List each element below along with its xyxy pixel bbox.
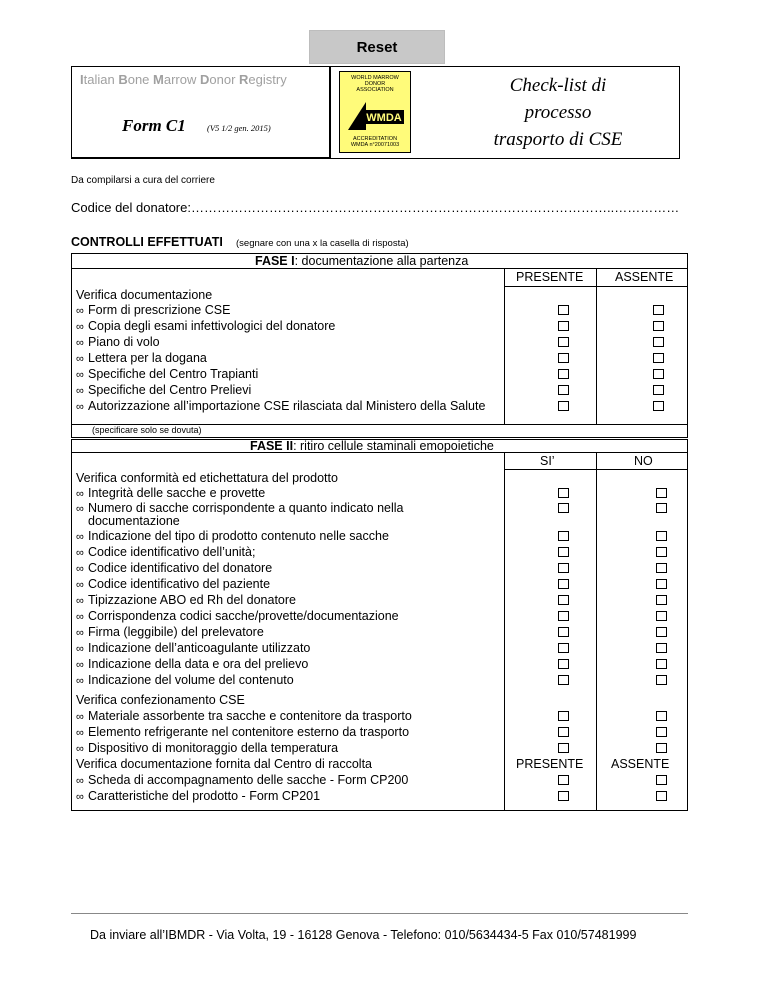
- phase2-pack-item-text: Elemento refrigerante nel contenitore esterno da trasporto: [88, 725, 410, 739]
- phase1-item-text: Copia degli esami infettivologici del donatore: [88, 319, 336, 333]
- phase2-doc-item-text: Caratteristiche del prodotto - Form CP201: [88, 789, 321, 803]
- phase2-item-text: Indicazione dell’anticoagulante utilizzato: [88, 641, 311, 655]
- wmda-logo: [339, 71, 411, 153]
- phase1-item-checkbox-no[interactable]: [653, 337, 664, 347]
- registry-initial: D: [200, 72, 210, 87]
- phase1-col-divider: [596, 268, 597, 424]
- phase2-item-label: [76, 656, 308, 673]
- phase2-group2-label: Verifica confezionamento CSE: [76, 693, 245, 707]
- infinity-bullet-icon: ∞: [76, 337, 84, 349]
- controls-hint: (segnare con una x la casella di risposta): [236, 238, 409, 249]
- phase2-item-continuation: documentazione: [88, 514, 180, 528]
- logo-bottom-line: ACCREDITATION: [352, 136, 398, 142]
- phase1-item-checkbox-yes[interactable]: [558, 353, 569, 363]
- phase2-item-checkbox-yes[interactable]: [558, 563, 569, 573]
- phase1-item-label: [76, 398, 485, 415]
- phase2-item-checkbox-yes[interactable]: [558, 611, 569, 621]
- title-line: processo: [524, 102, 592, 123]
- phase2-doc-item-label: [76, 772, 408, 789]
- phase2-item-label: [76, 672, 294, 689]
- phase2-item-checkbox-yes[interactable]: [558, 627, 569, 637]
- phase2-item-checkbox-yes[interactable]: [558, 503, 569, 513]
- phase2-item-text: Integrità delle sacche e provette: [88, 486, 266, 500]
- phase2-item-label: [76, 576, 270, 593]
- phase2-group1-label: Verifica conformità ed etichettatura del prodotto: [76, 471, 338, 485]
- phase1-item-label: [76, 382, 251, 399]
- phase2-pack-item-checkbox-no[interactable]: [656, 727, 667, 737]
- courier-note: Da compilarsi a cura del corriere: [71, 175, 215, 186]
- phase1-item-text: Specifiche del Centro Trapianti: [88, 367, 259, 381]
- infinity-bullet-icon: ∞: [76, 659, 84, 671]
- phase2-item-label: [76, 608, 399, 625]
- infinity-bullet-icon: ∞: [76, 627, 84, 639]
- infinity-bullet-icon: ∞: [76, 775, 84, 787]
- phase2-title-rest: : ritiro cellule staminali emopoietiche: [293, 439, 494, 453]
- phase1-item-text: Autorizzazione all’importazione CSE rilasciata dal Ministero della Salute: [88, 399, 486, 413]
- phase2-doc-item-checkbox-yes[interactable]: [558, 791, 569, 801]
- logo-bottom-line: WMDA n°20071003: [350, 142, 400, 148]
- document-title: [478, 72, 638, 153]
- infinity-bullet-icon: ∞: [76, 321, 84, 333]
- registry-word-rest: onor: [209, 72, 240, 87]
- footer-address: Da inviare all’IBMDR - Via Volta, 19 - 16128 Genova - Telefono: 010/5634434-5 Fax 010/57481999: [90, 928, 637, 942]
- phase1-item-checkbox-no[interactable]: [653, 321, 664, 331]
- phase2-pack-item-checkbox-yes[interactable]: [558, 743, 569, 753]
- phase1-title-bold: FASE I: [255, 254, 295, 268]
- registry-initial: B: [118, 72, 128, 87]
- phase2-item-checkbox-yes[interactable]: [558, 531, 569, 541]
- phase1-item-label: [76, 350, 207, 367]
- infinity-bullet-icon: ∞: [76, 563, 84, 575]
- phase1-col-yes: PRESENTE: [516, 270, 584, 284]
- phase1-title-rest: : documentazione alla partenza: [294, 254, 469, 268]
- phase1-item-checkbox-no[interactable]: [653, 305, 664, 315]
- logo-top-line: WORLD MARROW: [351, 75, 399, 81]
- infinity-bullet-icon: ∞: [76, 595, 84, 607]
- phase2-item-checkbox-no[interactable]: [656, 563, 667, 573]
- phase2-group3-col-yes: PRESENTE: [516, 757, 584, 771]
- phase2-item-checkbox-yes[interactable]: [558, 579, 569, 589]
- infinity-bullet-icon: ∞: [76, 675, 84, 687]
- phase2-item-label: [76, 560, 272, 577]
- phase1-col-divider: [504, 268, 505, 424]
- phase2-item-text: Corrispondenza codici sacche/provette/documentazione: [88, 609, 399, 623]
- phase2-item-label: [76, 624, 264, 641]
- registry-name: [80, 72, 330, 87]
- phase2-doc-item-label: [76, 788, 320, 805]
- phase1-item-text: Specifiche del Centro Prelievi: [88, 383, 252, 397]
- phase1-item-checkbox-no[interactable]: [653, 353, 664, 363]
- phase2-item-checkbox-no[interactable]: [656, 675, 667, 685]
- registry-initial: M: [153, 72, 164, 87]
- phase2-item-checkbox-no[interactable]: [656, 547, 667, 557]
- infinity-bullet-icon: ∞: [76, 643, 84, 655]
- phase1-title: [255, 254, 468, 268]
- phase2-item-checkbox-yes[interactable]: [558, 659, 569, 669]
- infinity-bullet-icon: ∞: [76, 791, 84, 803]
- phase1-col-header-divider: [504, 286, 688, 287]
- phase2-pack-item-checkbox-yes[interactable]: [558, 727, 569, 737]
- phase2-title: [250, 439, 494, 453]
- infinity-bullet-icon: ∞: [76, 305, 84, 317]
- phase1-item-label: [76, 366, 258, 383]
- infinity-bullet-icon: ∞: [76, 369, 84, 381]
- reset-button[interactable]: Reset: [309, 30, 445, 64]
- wmda-globe-icon: [346, 96, 406, 132]
- phase2-item-checkbox-no[interactable]: [656, 531, 667, 541]
- phase2-item-text: Codice identificativo del donatore: [88, 561, 273, 575]
- controls-title: CONTROLLI EFFETTUATI: [71, 235, 223, 249]
- phase2-item-checkbox-no[interactable]: [656, 627, 667, 637]
- infinity-bullet-icon: ∞: [76, 547, 84, 559]
- phase1-item-text: Piano di volo: [88, 335, 160, 349]
- phase1-group-label: Verifica documentazione: [76, 288, 213, 302]
- phase1-item-checkbox-yes[interactable]: [558, 321, 569, 331]
- phase1-item-checkbox-yes[interactable]: [558, 337, 569, 347]
- phase2-doc-item-checkbox-no[interactable]: [656, 775, 667, 785]
- registry-initial: I: [80, 72, 84, 87]
- phase2-item-checkbox-no[interactable]: [656, 503, 667, 513]
- phase2-item-checkbox-no[interactable]: [656, 643, 667, 653]
- phase2-doc-item-text: Scheda di accompagnamento delle sacche - Form CP200: [88, 773, 409, 787]
- phase1-item-checkbox-no[interactable]: [653, 369, 664, 379]
- title-line: trasporto di CSE: [493, 129, 623, 150]
- phase2-item-text: Indicazione del tipo di prodotto contenuto nelle sacche: [88, 529, 389, 543]
- phase2-item-checkbox-no[interactable]: [656, 595, 667, 605]
- form-id: Form C1: [122, 116, 186, 135]
- phase2-item-label: [76, 640, 310, 657]
- infinity-bullet-icon: ∞: [76, 743, 84, 755]
- phase2-pack-item-label: [76, 740, 338, 757]
- infinity-bullet-icon: ∞: [76, 385, 84, 397]
- title-line: Check-list di: [509, 75, 607, 96]
- infinity-bullet-icon: ∞: [76, 531, 84, 543]
- phase2-item-label: [76, 544, 255, 561]
- registry-word-rest: one: [127, 72, 154, 87]
- footer-divider: [71, 913, 688, 914]
- phase1-item-checkbox-yes[interactable]: [558, 305, 569, 315]
- registry-word-rest: egistry: [248, 72, 287, 87]
- phase1-item-label: [76, 318, 335, 335]
- phase2-item-checkbox-yes[interactable]: [558, 547, 569, 557]
- registry-initial: R: [239, 72, 249, 87]
- phase2-pack-item-checkbox-no[interactable]: [656, 743, 667, 753]
- phase2-item-text: Indicazione della data e ora del prelievo: [88, 657, 309, 671]
- phase2-doc-item-checkbox-no[interactable]: [656, 791, 667, 801]
- phase1-col-no: ASSENTE: [615, 270, 674, 284]
- phase2-col-no: NO: [634, 454, 653, 468]
- phase2-col-header-divider: [504, 469, 688, 470]
- phase2-item-checkbox-no[interactable]: [656, 611, 667, 621]
- phase2-pack-item-label: [76, 708, 412, 725]
- phase2-item-checkbox-yes[interactable]: [558, 643, 569, 653]
- phase2-pack-item-text: Dispositivo di monitoraggio della temperatura: [88, 741, 339, 755]
- infinity-bullet-icon: ∞: [76, 353, 84, 365]
- phase2-item-checkbox-yes[interactable]: [558, 595, 569, 605]
- infinity-bullet-icon: ∞: [76, 401, 84, 413]
- phase2-title-bold: FASE II: [250, 439, 294, 453]
- infinity-bullet-icon: ∞: [76, 727, 84, 739]
- logo-mark: WMDA: [366, 112, 402, 124]
- phase2-item-text: Indicazione del volume del contenuto: [88, 673, 294, 687]
- phase2-pack-item-label: [76, 724, 409, 741]
- logo-top-line: DONOR: [364, 81, 386, 87]
- phase2-group3-col-no: ASSENTE: [611, 757, 670, 771]
- phase1-item-checkbox-no[interactable]: [653, 401, 664, 411]
- phase2-col-divider: [596, 452, 597, 811]
- phase1-item-label: [76, 334, 160, 351]
- phase1-footnote: (specificare solo se dovuta): [92, 425, 202, 435]
- phase2-item-text: Tipizzazione ABO ed Rh del donatore: [88, 593, 296, 607]
- phase2-item-label: [76, 592, 296, 609]
- phase2-item-label: [76, 528, 389, 545]
- infinity-bullet-icon: ∞: [76, 503, 84, 515]
- phase2-col-divider: [504, 452, 505, 811]
- phase2-doc-item-checkbox-yes[interactable]: [558, 775, 569, 785]
- phase1-item-label: [76, 302, 230, 319]
- phase2-item-checkbox-no[interactable]: [656, 488, 667, 498]
- phase1-item-checkbox-yes[interactable]: [558, 401, 569, 411]
- registry-word-rest: arrow: [163, 72, 200, 87]
- phase2-item-text: Codice identificativo del paziente: [88, 577, 271, 591]
- phase2-item-checkbox-yes[interactable]: [558, 675, 569, 685]
- phase2-group3-label: Verifica documentazione fornita dal Centro di raccolta: [76, 757, 372, 771]
- form-version: (V5 1/2 gen. 2015): [207, 123, 271, 133]
- phase2-item-checkbox-no[interactable]: [656, 659, 667, 669]
- infinity-bullet-icon: ∞: [76, 711, 84, 723]
- donor-code-field[interactable]: Codice del donatore:……………………………………………………………………………………..……………: [71, 200, 680, 215]
- phase2-item-text: Codice identificativo dell’unità;: [88, 545, 256, 559]
- phase1-item-text: Form di prescrizione CSE: [88, 303, 231, 317]
- phase2-item-checkbox-no[interactable]: [656, 579, 667, 589]
- phase1-item-checkbox-no[interactable]: [653, 385, 664, 395]
- infinity-bullet-icon: ∞: [76, 611, 84, 623]
- phase1-item-checkbox-yes[interactable]: [558, 369, 569, 379]
- phase2-pack-item-text: Materiale assorbente tra sacche e contenitore da trasporto: [88, 709, 412, 723]
- logo-top-line: ASSOCIATION: [356, 87, 394, 93]
- infinity-bullet-icon: ∞: [76, 488, 84, 500]
- phase1-item-text: Lettera per la dogana: [88, 351, 207, 365]
- phase1-item-checkbox-yes[interactable]: [558, 385, 569, 395]
- phase2-item-text: Firma (leggibile) del prelevatore: [88, 625, 264, 639]
- infinity-bullet-icon: ∞: [76, 579, 84, 591]
- registry-word-rest: talian: [83, 72, 119, 87]
- phase2-item-text: Numero di sacche corrispondente a quanto indicato nella: [88, 501, 404, 515]
- phase2-item-checkbox-yes[interactable]: [558, 488, 569, 498]
- phase2-pack-item-checkbox-yes[interactable]: [558, 711, 569, 721]
- phase2-col-yes: SI’: [540, 454, 555, 468]
- phase2-pack-item-checkbox-no[interactable]: [656, 711, 667, 721]
